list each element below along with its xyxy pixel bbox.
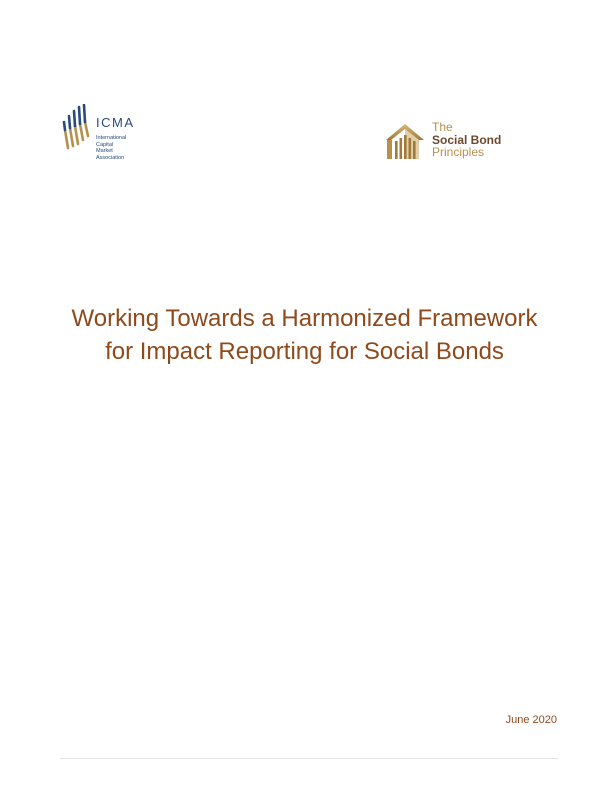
footer-divider xyxy=(60,758,558,759)
icma-stripes-icon xyxy=(62,104,92,152)
sbp-line-the: The xyxy=(432,120,453,134)
document-title xyxy=(0,302,609,368)
icma-subtitle-line: International xyxy=(96,135,127,141)
social-bond-principles-logo xyxy=(384,119,524,163)
sbp-line-principles: Principles xyxy=(432,145,485,159)
sbp-line-social-bond: Social Bond xyxy=(432,132,502,147)
icma-subtitle-line: Capital xyxy=(96,141,114,148)
title-line-1: Working Towards a Harmonized Framework xyxy=(71,305,538,332)
icma-subtitle-line: Market xyxy=(96,148,113,154)
publication-date: June 2020 xyxy=(505,714,557,726)
icma-name: ICMA xyxy=(96,115,135,130)
title-line-2: for Impact Reporting for Social Bonds xyxy=(105,338,504,365)
sbp-wordmark xyxy=(432,121,501,159)
icma-subtitle xyxy=(96,135,156,161)
sbp-house-icon xyxy=(384,121,426,161)
icma-subtitle-line: Association xyxy=(96,154,125,161)
icma-logo xyxy=(62,104,152,166)
